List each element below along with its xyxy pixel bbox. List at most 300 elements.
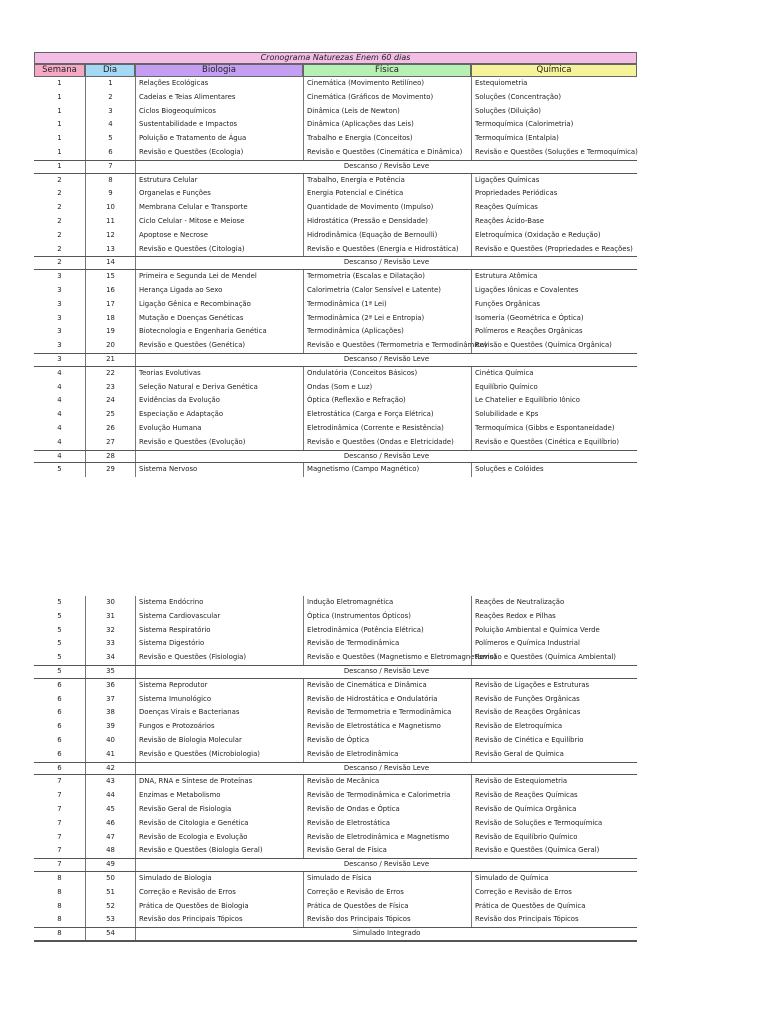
cell-rest: Descanso / Revisão Leve [135, 257, 637, 269]
cell-fisica: Cinemática (Gráficos de Movimento) [303, 91, 471, 105]
cell-quimica: Revisão Geral de Química [471, 748, 637, 762]
cell-fisica: Energia Potencial e Cinética [303, 187, 471, 201]
cell-fisica: Simulado de Física [303, 872, 471, 886]
cell-quimica: Eletroquímica (Oxidação e Redução) [471, 229, 637, 243]
cell-dia: 33 [85, 637, 135, 651]
cell-dia: 24 [85, 394, 135, 408]
cell-dia: 3 [85, 105, 135, 119]
cell-biologia: Estrutura Celular [135, 174, 303, 188]
cell-fisica: Trabalho e Energia (Conceitos) [303, 132, 471, 146]
cell-biologia: Sustentabilidade e Impactos [135, 118, 303, 132]
cell-biologia: Revisão Geral de Fisiologia [135, 803, 303, 817]
cell-fisica: Ondas (Som e Luz) [303, 381, 471, 395]
cell-fisica: Calorimetria (Calor Sensível e Latente) [303, 284, 471, 298]
cell-dia: 28 [85, 451, 135, 463]
cell-dia: 23 [85, 381, 135, 395]
cell-semana: 5 [57, 639, 62, 648]
cell-semana: 6 [57, 735, 62, 744]
cell-quimica: Equilíbrio Químico [471, 381, 637, 395]
cell-semana: 3 [57, 299, 62, 308]
cell-dia: 39 [85, 720, 135, 734]
cell-quimica: Revisão e Questões (Química Ambiental) [471, 651, 637, 665]
cell-semana: 4 [57, 410, 62, 419]
cell-semana: 5 [57, 598, 62, 606]
table-body [34, 77, 637, 477]
table-bottom-border [34, 941, 637, 942]
cell-biologia: Ciclos Biogeoquímicos [135, 105, 303, 119]
cell-fisica: Revisão e Questões (Termometria e Termodinâmica) [303, 339, 471, 353]
cell-quimica: Prática de Questões de Química [471, 900, 637, 914]
rest-day-row [34, 927, 637, 941]
cell-dia: 12 [85, 229, 135, 243]
cell-semana: 8 [57, 887, 62, 896]
cell-quimica: Polímeros e Reações Orgânicas [471, 325, 637, 339]
cell-rest: Descanso / Revisão Leve [135, 859, 637, 871]
table-row [34, 118, 637, 132]
cell-semana: 1 [57, 147, 62, 156]
cell-fisica: Prática de Questões de Física [303, 900, 471, 914]
table-row [34, 803, 637, 817]
cell-semana: 3 [57, 341, 62, 350]
cell-fisica: Eletrodinâmica (Corrente e Resistência) [303, 422, 471, 436]
header-quimica: Química [471, 64, 637, 77]
table-row [34, 789, 637, 803]
cell-quimica: Polímeros e Química Industrial [471, 637, 637, 651]
header-row [34, 64, 637, 77]
cell-quimica: Revisão de Equilíbrio Químico [471, 831, 637, 845]
cell-biologia: Revisão de Citologia e Genética [135, 817, 303, 831]
cell-semana: 7 [57, 846, 62, 855]
cell-quimica: Revisão de Reações Químicas [471, 789, 637, 803]
cell-biologia: Simulado de Biologia [135, 872, 303, 886]
cell-rest: Simulado Integrado [135, 928, 637, 940]
table-row [34, 844, 637, 858]
cell-semana: 3 [57, 354, 62, 363]
cell-quimica: Revisão de Estequiometria [471, 775, 637, 789]
header-dia: Dia [85, 64, 135, 77]
table-row [34, 436, 637, 450]
cell-semana: 2 [57, 258, 62, 267]
cell-semana: 1 [57, 79, 62, 87]
cell-dia: 53 [85, 913, 135, 927]
cell-quimica: Revisão de Eletroquímica [471, 720, 637, 734]
cell-semana: 4 [57, 451, 62, 460]
cell-quimica: Ligações Iônicas e Covalentes [471, 284, 637, 298]
table-row [34, 284, 637, 298]
cell-fisica: Ondulatória (Conceitos Básicos) [303, 367, 471, 381]
cell-quimica: Le Chatelier e Equilíbrio Iônico [471, 394, 637, 408]
cell-biologia: Prática de Questões de Biologia [135, 900, 303, 914]
cell-dia: 44 [85, 789, 135, 803]
cell-quimica: Revisão e Questões (Cinética e Equilíbrio) [471, 436, 637, 450]
cell-fisica: Revisão e Questões (Energia e Hidrostática) [303, 243, 471, 257]
cell-dia: 32 [85, 624, 135, 638]
cell-fisica: Revisão de Eletrodinâmica e Magnetismo [303, 831, 471, 845]
cell-quimica: Reações de Neutralização [471, 596, 637, 610]
table-row [34, 422, 637, 436]
cell-semana: 8 [57, 901, 62, 910]
cell-biologia: Evolução Humana [135, 422, 303, 436]
table-row [34, 651, 637, 665]
cell-dia: 26 [85, 422, 135, 436]
cell-biologia: Membrana Celular e Transporte [135, 201, 303, 215]
table-row [34, 408, 637, 422]
cell-biologia: Revisão e Questões (Citologia) [135, 243, 303, 257]
cell-fisica: Revisão de Ondas e Óptica [303, 803, 471, 817]
schedule-sheet-part-2 [34, 596, 637, 941]
cell-quimica: Funções Orgânicas [471, 298, 637, 312]
cell-biologia: Especiação e Adaptação [135, 408, 303, 422]
table-row [34, 174, 637, 188]
cell-semana: 5 [57, 625, 62, 634]
cell-fisica: Eletrostática (Carga e Força Elétrica) [303, 408, 471, 422]
cell-dia: 18 [85, 312, 135, 326]
cell-dia: 49 [85, 859, 135, 871]
cell-dia: 25 [85, 408, 135, 422]
cell-quimica: Isomeria (Geométrica e Óptica) [471, 312, 637, 326]
cell-rest: Descanso / Revisão Leve [135, 354, 637, 366]
cell-semana: 3 [57, 327, 62, 336]
cell-fisica: Revisão de Termodinâmica [303, 637, 471, 651]
cell-fisica: Óptica (Instrumentos Ópticos) [303, 610, 471, 624]
cell-quimica: Reações Químicas [471, 201, 637, 215]
cell-biologia: Revisão e Questões (Evolução) [135, 436, 303, 450]
cell-biologia: Ligação Gênica e Recombinação [135, 298, 303, 312]
cell-fisica: Revisão de Eletrostática e Magnetismo [303, 720, 471, 734]
cell-semana: 8 [57, 915, 62, 924]
table-row [34, 900, 637, 914]
cell-quimica: Revisão de Química Orgânica [471, 803, 637, 817]
cell-biologia: Sistema Nervoso [135, 463, 303, 477]
cell-semana: 1 [57, 106, 62, 115]
cell-fisica: Óptica (Reflexão e Refração) [303, 394, 471, 408]
cell-fisica: Revisão e Questões (Ondas e Eletricidade) [303, 436, 471, 450]
cell-quimica: Revisão de Ligações e Estruturas [471, 679, 637, 693]
cell-fisica: Hidrostática (Pressão e Densidade) [303, 215, 471, 229]
table-row [34, 146, 637, 160]
cell-dia: 54 [85, 928, 135, 940]
table-row [34, 243, 637, 257]
cell-biologia: Revisão de Ecologia e Evolução [135, 831, 303, 845]
cell-semana: 1 [57, 134, 62, 143]
cell-semana: 7 [57, 804, 62, 813]
cell-semana: 5 [57, 611, 62, 620]
cell-semana: 1 [57, 92, 62, 101]
cell-fisica: Revisão e Questões (Magnetismo e Eletromagnetismo) [303, 651, 471, 665]
table-row [34, 312, 637, 326]
cell-semana: 6 [57, 763, 62, 772]
cell-semana: 2 [57, 216, 62, 225]
cell-biologia: Revisão e Questões (Microbiologia) [135, 748, 303, 762]
cell-dia: 30 [85, 596, 135, 610]
cell-quimica: Revisão e Questões (Química Geral) [471, 844, 637, 858]
table-row [34, 463, 637, 477]
cell-quimica: Ligações Químicas [471, 174, 637, 188]
table-row [34, 637, 637, 651]
cell-biologia: Sistema Respiratório [135, 624, 303, 638]
cell-biologia: Doenças Virais e Bacterianas [135, 706, 303, 720]
rest-day-row [34, 762, 637, 776]
cell-biologia: Revisão e Questões (Genética) [135, 339, 303, 353]
cell-fisica: Revisão de Hidrostática e Ondulatória [303, 693, 471, 707]
header-semana: Semana [34, 64, 85, 77]
cell-fisica: Dinâmica (Aplicações das Leis) [303, 118, 471, 132]
cell-dia: 41 [85, 748, 135, 762]
table-body [34, 596, 637, 941]
cell-dia: 47 [85, 831, 135, 845]
table-row [34, 187, 637, 201]
cell-rest: Descanso / Revisão Leve [135, 451, 637, 463]
table-row [34, 270, 637, 284]
cell-quimica: Soluções (Diluição) [471, 105, 637, 119]
cell-quimica: Revisão dos Principais Tópicos [471, 913, 637, 927]
cell-semana: 4 [57, 382, 62, 391]
rest-day-row [34, 665, 637, 679]
cell-dia: 31 [85, 610, 135, 624]
table-row [34, 381, 637, 395]
cell-dia: 17 [85, 298, 135, 312]
cell-biologia: Revisão e Questões (Fisiologia) [135, 651, 303, 665]
cell-dia: 1 [85, 77, 135, 91]
cell-semana: 8 [57, 873, 62, 882]
cell-fisica: Revisão e Questões (Cinemática e Dinâmica) [303, 146, 471, 160]
cell-fisica: Termometria (Escalas e Dilatação) [303, 270, 471, 284]
cell-biologia: Revisão e Questões (Biologia Geral) [135, 844, 303, 858]
cell-quimica: Poluição Ambiental e Química Verde [471, 624, 637, 638]
cell-semana: 4 [57, 396, 62, 405]
sheet-title: Cronograma Naturezas Enem 60 dias [34, 52, 637, 64]
cell-fisica: Revisão de Termodinâmica e Calorimetria [303, 789, 471, 803]
cell-dia: 8 [85, 174, 135, 188]
cell-dia: 14 [85, 257, 135, 269]
cell-semana: 3 [57, 313, 62, 322]
table-row [34, 693, 637, 707]
cell-biologia: Apoptose e Necrose [135, 229, 303, 243]
rest-day-row [34, 858, 637, 872]
cell-dia: 42 [85, 763, 135, 775]
cell-semana: 5 [57, 666, 62, 675]
table-row [34, 132, 637, 146]
table-row [34, 596, 637, 610]
cell-fisica: Revisão Geral de Física [303, 844, 471, 858]
cell-semana: 4 [57, 423, 62, 432]
cell-fisica: Termodinâmica (Aplicações) [303, 325, 471, 339]
cell-semana: 8 [57, 929, 62, 938]
cell-dia: 10 [85, 201, 135, 215]
table-row [34, 298, 637, 312]
cell-dia: 19 [85, 325, 135, 339]
cell-dia: 9 [85, 187, 135, 201]
cell-biologia: Ciclo Celular - Mitose e Meiose [135, 215, 303, 229]
cell-fisica: Dinâmica (Leis de Newton) [303, 105, 471, 119]
cell-dia: 21 [85, 354, 135, 366]
cell-biologia: Evidências da Evolução [135, 394, 303, 408]
table-row [34, 817, 637, 831]
cell-quimica: Termoquímica (Calorimetria) [471, 118, 637, 132]
cell-dia: 36 [85, 679, 135, 693]
cell-biologia: Sistema Endócrino [135, 596, 303, 610]
cell-biologia: Revisão dos Principais Tópicos [135, 913, 303, 927]
cell-dia: 45 [85, 803, 135, 817]
cell-biologia: Teorias Evolutivas [135, 367, 303, 381]
cell-biologia: Revisão de Biologia Molecular [135, 734, 303, 748]
cell-dia: 38 [85, 706, 135, 720]
cell-fisica: Termodinâmica (2ª Lei e Entropia) [303, 312, 471, 326]
cell-fisica: Correção e Revisão de Erros [303, 886, 471, 900]
cell-semana: 6 [57, 708, 62, 717]
cell-semana: 6 [57, 694, 62, 703]
cell-fisica: Trabalho, Energia e Potência [303, 174, 471, 188]
cell-dia: 29 [85, 463, 135, 477]
cell-dia: 22 [85, 367, 135, 381]
cell-semana: 2 [57, 175, 62, 184]
cell-quimica: Reações Ácido-Base [471, 215, 637, 229]
cell-fisica: Revisão dos Principais Tópicos [303, 913, 471, 927]
cell-dia: 20 [85, 339, 135, 353]
cell-rest: Descanso / Revisão Leve [135, 763, 637, 775]
cell-dia: 50 [85, 872, 135, 886]
cell-fisica: Indução Eletromagnética [303, 596, 471, 610]
cell-fisica: Revisão de Cinemática e Dinâmica [303, 679, 471, 693]
table-row [34, 775, 637, 789]
cell-semana: 2 [57, 230, 62, 239]
cell-semana: 1 [57, 120, 62, 129]
cell-semana: 5 [57, 465, 62, 474]
cell-fisica: Revisão de Óptica [303, 734, 471, 748]
rest-day-row [34, 450, 637, 464]
cell-quimica: Revisão de Reações Orgânicas [471, 706, 637, 720]
table-row [34, 325, 637, 339]
cell-biologia: Fungos e Protozoários [135, 720, 303, 734]
header-biologia: Biologia [135, 64, 303, 77]
cell-biologia: Seleção Natural e Deriva Genética [135, 381, 303, 395]
cell-dia: 4 [85, 118, 135, 132]
cell-dia: 51 [85, 886, 135, 900]
cell-dia: 46 [85, 817, 135, 831]
cell-fisica: Revisão de Eletrostática [303, 817, 471, 831]
cell-dia: 48 [85, 844, 135, 858]
cell-fisica: Magnetismo (Campo Magnético) [303, 463, 471, 477]
cell-dia: 40 [85, 734, 135, 748]
cell-semana: 2 [57, 203, 62, 212]
cell-biologia: Enzimas e Metabolismo [135, 789, 303, 803]
rest-day-row [34, 160, 637, 174]
cell-dia: 11 [85, 215, 135, 229]
cell-semana: 3 [57, 272, 62, 281]
cell-semana: 7 [57, 777, 62, 786]
table-row [34, 886, 637, 900]
cell-biologia: Revisão e Questões (Ecologia) [135, 146, 303, 160]
cell-quimica: Cinética Química [471, 367, 637, 381]
cell-quimica: Termoquímica (Gibbs e Espontaneidade) [471, 422, 637, 436]
table-row [34, 367, 637, 381]
cell-quimica: Estequiometria [471, 77, 637, 91]
cell-dia: 5 [85, 132, 135, 146]
table-row [34, 831, 637, 845]
cell-semana: 7 [57, 791, 62, 800]
cell-semana: 7 [57, 832, 62, 841]
cell-semana: 6 [57, 722, 62, 731]
table-row [34, 105, 637, 119]
cell-fisica: Termodinâmica (1ª Lei) [303, 298, 471, 312]
cell-quimica: Revisão e Questões (Propriedades e Reações) [471, 243, 637, 257]
cell-semana: 6 [57, 749, 62, 758]
cell-quimica: Revisão de Soluções e Termoquímica [471, 817, 637, 831]
cell-quimica: Propriedades Periódicas [471, 187, 637, 201]
header-fisica: Física [303, 64, 471, 77]
table-row [34, 679, 637, 693]
cell-biologia: Organelas e Funções [135, 187, 303, 201]
cell-fisica: Revisão de Mecânica [303, 775, 471, 789]
cell-semana: 3 [57, 285, 62, 294]
cell-quimica: Revisão de Cinética e Equilíbrio [471, 734, 637, 748]
cell-biologia: Sistema Reprodutor [135, 679, 303, 693]
cell-semana: 1 [57, 161, 62, 170]
cell-fisica: Revisão de Eletrodinâmica [303, 748, 471, 762]
cell-semana: 4 [57, 368, 62, 377]
cell-biologia: Sistema Imunológico [135, 693, 303, 707]
cell-quimica: Solubilidade e Kps [471, 408, 637, 422]
table-row [34, 872, 637, 886]
cell-dia: 52 [85, 900, 135, 914]
cell-fisica: Eletrodinâmica (Potência Elétrica) [303, 624, 471, 638]
table-row [34, 229, 637, 243]
cell-quimica: Soluções (Concentração) [471, 91, 637, 105]
cell-semana: 5 [57, 653, 62, 662]
cell-rest: Descanso / Revisão Leve [135, 666, 637, 678]
cell-dia: 15 [85, 270, 135, 284]
cell-dia: 35 [85, 666, 135, 678]
cell-semana: 6 [57, 680, 62, 689]
cell-dia: 34 [85, 651, 135, 665]
cell-biologia: Poluição e Tratamento de Água [135, 132, 303, 146]
table-row [34, 720, 637, 734]
table-row [34, 748, 637, 762]
table-row [34, 734, 637, 748]
cell-fisica: Quantidade de Movimento (Impulso) [303, 201, 471, 215]
cell-biologia: Herança Ligada ao Sexo [135, 284, 303, 298]
cell-dia: 43 [85, 775, 135, 789]
cell-dia: 16 [85, 284, 135, 298]
cell-quimica: Estrutura Atômica [471, 270, 637, 284]
cell-quimica: Termoquímica (Entalpia) [471, 132, 637, 146]
cell-biologia: Correção e Revisão de Erros [135, 886, 303, 900]
cell-quimica: Reações Redox e Pilhas [471, 610, 637, 624]
schedule-sheet-part-1 [34, 52, 637, 477]
cell-rest: Descanso / Revisão Leve [135, 161, 637, 173]
cell-quimica: Soluções e Colóides [471, 463, 637, 477]
cell-quimica: Simulado de Química [471, 872, 637, 886]
cell-dia: 7 [85, 161, 135, 173]
table-row [34, 394, 637, 408]
rest-day-row [34, 256, 637, 270]
cell-biologia: Sistema Cardiovascular [135, 610, 303, 624]
cell-fisica: Revisão de Termometria e Termodinâmica [303, 706, 471, 720]
table-row [34, 77, 637, 91]
cell-biologia: DNA, RNA e Síntese de Proteínas [135, 775, 303, 789]
table-row [34, 913, 637, 927]
cell-dia: 37 [85, 693, 135, 707]
table-row [34, 624, 637, 638]
cell-semana: 7 [57, 818, 62, 827]
cell-quimica: Revisão e Questões (Soluções e Termoquímica) [471, 146, 637, 160]
table-row [34, 91, 637, 105]
table-row [34, 706, 637, 720]
cell-quimica: Revisão de Funções Orgânicas [471, 693, 637, 707]
cell-semana: 7 [57, 860, 62, 869]
table-row [34, 215, 637, 229]
cell-semana: 4 [57, 437, 62, 446]
